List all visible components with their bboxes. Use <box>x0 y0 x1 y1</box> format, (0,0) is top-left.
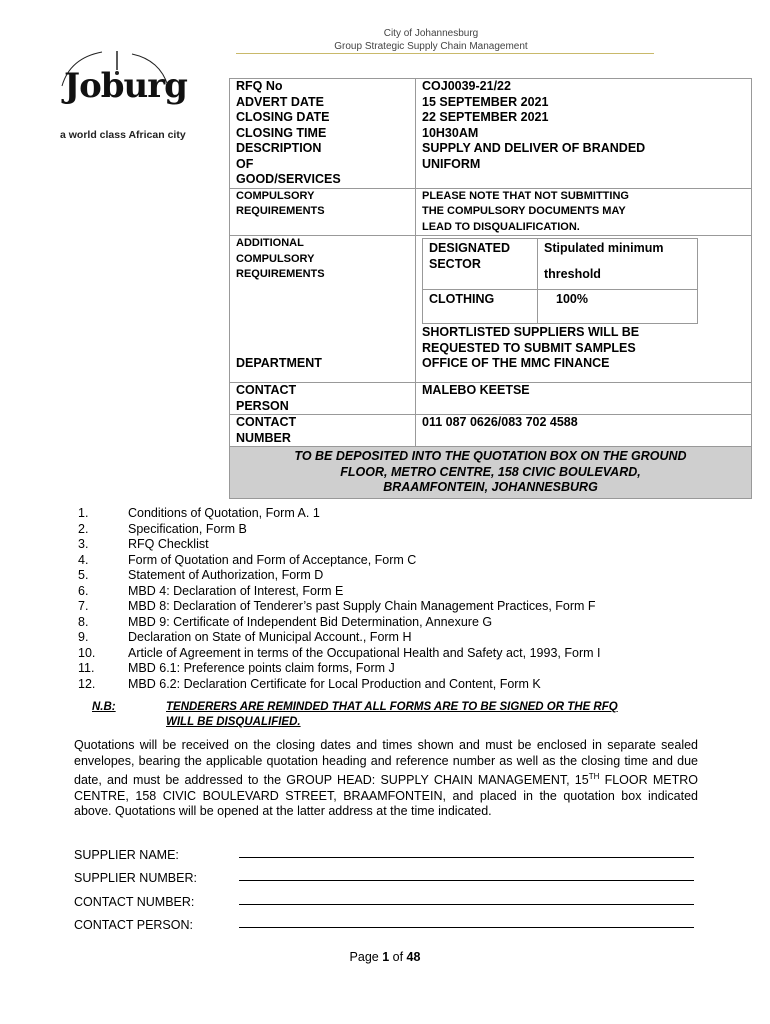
row-contact-person <box>230 383 752 415</box>
list-text: Statement of Authorization, Form D <box>128 568 324 582</box>
rfq-no-label: RFQ No <box>230 79 416 95</box>
contact-number-label-line: NUMBER <box>236 430 291 445</box>
list-number: 12. <box>78 676 96 691</box>
deposit-line: TO BE DEPOSITED INTO THE QUOTATION BOX ON THE GROUND <box>294 449 687 463</box>
contact-number-label <box>230 415 416 447</box>
supplier-name-field <box>74 838 694 862</box>
list-text: MBD 9: Certificate of Independent Bid Determination, Annexure G <box>128 614 493 629</box>
contact-person-line[interactable] <box>239 927 694 928</box>
document-list-item <box>78 677 600 693</box>
deposit-line: BRAAMFONTEIN, JOHANNESBURG <box>383 480 598 494</box>
additional-label-line: REQUIREMENTS <box>236 268 325 280</box>
description-label-line: OF <box>236 156 254 171</box>
list-text: MBD 6.2: Declaration Certificate for Local Production and Content, Form K <box>128 676 541 691</box>
page-of: of <box>389 950 407 964</box>
contact-person-field <box>74 909 694 933</box>
row-closing-time <box>230 126 752 142</box>
threshold-header-line: threshold <box>544 266 601 281</box>
row-contact-number <box>230 415 752 447</box>
supplier-number-label: SUPPLIER NUMBER: <box>74 871 197 885</box>
description-line: UNIFORM <box>422 156 481 171</box>
document-list-item <box>78 522 600 538</box>
designated-sector-table <box>422 238 698 324</box>
nb-label: N.B: <box>92 701 116 713</box>
document-list-item <box>78 661 600 677</box>
list-number: 8. <box>78 614 89 629</box>
document-list-item <box>78 537 600 553</box>
document-list-item <box>78 506 600 522</box>
shortlist-note <box>422 325 745 356</box>
required-documents-list <box>78 506 600 692</box>
logo-wordmark: Joburg <box>64 66 187 106</box>
designated-header-line: DESIGNATED <box>429 241 511 255</box>
designated-sector-header <box>423 239 538 290</box>
document-list-item <box>78 584 600 600</box>
description-value <box>416 141 752 188</box>
row-compulsory <box>230 188 752 236</box>
contact-number-value: 011 087 0626/083 702 4588 <box>416 415 752 447</box>
contact-number-line[interactable] <box>239 904 694 905</box>
deposit-instructions <box>230 447 752 499</box>
list-text: MBD 6.1: Preference points claim forms, Form J <box>128 661 395 675</box>
description-label-line: DESCRIPTION <box>236 141 322 155</box>
deposit-line: FLOOR, METRO CENTRE, 158 CIVIC BOULEVARD, <box>340 464 641 479</box>
contact-person-field-label: CONTACT PERSON: <box>74 918 193 932</box>
compulsory-label-line: COMPULSORY <box>236 189 315 202</box>
list-number: 9. <box>78 630 89 644</box>
description-line: SUPPLY AND DELIVER OF BRANDED <box>422 141 646 155</box>
instructions-text: FLOOR METRO CENTRE, 158 CIVIC BOULEVARD STREET, BRAAMFONTEIN, and placed in the quotation box indicated above. Quotations will be opened at the latter address at the time indicated. <box>74 773 698 819</box>
shortlist-line: REQUESTED TO SUBMIT SAMPLES <box>422 340 636 355</box>
row-description <box>230 141 752 188</box>
document-list-item <box>78 646 600 662</box>
org-name: City of Johannesburg <box>383 28 479 39</box>
page-footer <box>0 950 770 964</box>
page-number: 1 <box>382 950 390 964</box>
contact-person-label-line: PERSON <box>236 398 289 413</box>
advert-date-label: ADVERT DATE <box>230 95 416 111</box>
list-number: 5. <box>78 568 89 582</box>
supplier-name-label: SUPPLIER NAME: <box>74 847 179 862</box>
designated-header-line: SECTOR <box>429 256 481 271</box>
list-text: Declaration on State of Municipal Account., Form H <box>128 630 412 644</box>
page-total: 48 <box>406 950 421 964</box>
nb-text: TENDERERS ARE REMINDED THAT ALL FORMS ARE TO BE SIGNED OR THE RFQ WILL BE DISQUALIFIED. <box>166 701 618 728</box>
advert-date-value: 15 SEPTEMBER 2021 <box>416 95 752 111</box>
description-label-line: GOOD/SERVICES <box>236 172 341 186</box>
compulsory-line: PLEASE NOTE THAT NOT SUBMITTING <box>422 189 629 202</box>
contact-number-field <box>74 885 694 909</box>
list-text: Specification, Form B <box>128 521 247 536</box>
rfq-details-table <box>229 78 752 499</box>
document-list-item <box>78 615 600 631</box>
department-label: DEPARTMENT <box>230 356 416 383</box>
list-number: 1. <box>78 506 89 520</box>
compulsory-line: LEAD TO DISQUALIFICATION. <box>422 220 580 233</box>
row-deposit <box>230 447 752 499</box>
list-text: MBD 4: Declaration of Interest, Form E <box>128 583 344 598</box>
supplier-name-line[interactable] <box>239 857 694 858</box>
document-list-item <box>78 568 600 584</box>
designated-data-row <box>423 290 698 324</box>
additional-label <box>230 236 416 357</box>
closing-date-value: 22 SEPTEMBER 2021 <box>416 110 752 126</box>
logo-tagline: a world class African city <box>60 129 186 141</box>
list-number: 7. <box>78 599 89 613</box>
contact-person-label-line: CONTACT <box>236 383 297 397</box>
list-number: 6. <box>78 583 89 598</box>
list-text: MBD 8: Declaration of Tenderer’s past Supply Chain Management Practices, Form F <box>128 599 596 613</box>
supplier-number-field <box>74 862 694 886</box>
row-closing-date <box>230 110 752 126</box>
joburg-logo <box>40 48 200 148</box>
document-list-item <box>78 599 600 615</box>
shortlist-line: SHORTLISTED SUPPLIERS WILL BE <box>422 325 640 339</box>
list-number: 3. <box>78 537 89 551</box>
document-list-item <box>78 630 600 646</box>
closing-date-label: CLOSING DATE <box>230 110 416 126</box>
compulsory-label-line: REQUIREMENTS <box>236 205 325 217</box>
sector-value: CLOTHING <box>423 290 538 324</box>
contact-person-value: MALEBO KEETSE <box>416 383 752 415</box>
instructions-text: Quotations will be received on the closing dates and times shown and must be enclosed in separate sealed envelopes, bearing the applicable quotation heading and reference number as well as the closing time and due date, and must be addressed to the GROUP HEAD: SUPPLY CHAIN MANAGEMENT, 15 <box>74 738 698 788</box>
org-department: Group Strategic Supply Chain Management <box>334 40 528 52</box>
additional-label-line: COMPULSORY <box>236 252 315 265</box>
closing-time-value: 10H30AM <box>416 126 752 142</box>
threshold-header <box>538 239 698 290</box>
designated-header-row <box>423 239 698 290</box>
row-rfq-no <box>230 79 752 95</box>
additional-label-line: ADDITIONAL <box>236 237 304 249</box>
supplier-fields <box>74 838 694 932</box>
row-department <box>230 356 752 383</box>
list-text: RFQ Checklist <box>128 537 209 551</box>
list-number: 11. <box>78 661 95 675</box>
submission-instructions <box>74 738 698 820</box>
row-advert-date <box>230 95 752 111</box>
contact-person-label <box>230 383 416 415</box>
list-number: 10. <box>78 645 96 660</box>
list-text: Article of Agreement in terms of the Occupational Health and Safety act, 1993, Form I <box>128 645 601 660</box>
list-text: Form of Quotation and Form of Acceptance, Form C <box>128 552 417 567</box>
document-list-item <box>78 553 600 569</box>
instructions-superscript: TH <box>588 772 600 781</box>
list-text: Conditions of Quotation, Form A. 1 <box>128 506 320 520</box>
supplier-number-line[interactable] <box>239 880 694 881</box>
compulsory-label <box>230 188 416 236</box>
department-value: OFFICE OF THE MMC FINANCE <box>416 356 752 383</box>
rfq-no-value: COJ0039-21/22 <box>416 79 752 95</box>
description-label <box>230 141 416 188</box>
contact-number-field-label: CONTACT NUMBER: <box>74 894 195 909</box>
closing-time-label: CLOSING TIME <box>230 126 416 142</box>
header-rule <box>236 53 654 54</box>
threshold-header-line: Stipulated minimum <box>544 241 664 255</box>
threshold-value: 100% <box>538 290 698 324</box>
page-word: Page <box>349 950 383 964</box>
row-additional <box>230 236 752 357</box>
list-number: 2. <box>78 521 89 536</box>
list-number: 4. <box>78 552 89 567</box>
contact-number-label-line: CONTACT <box>236 415 297 429</box>
additional-value <box>416 236 752 357</box>
compulsory-value <box>416 188 752 236</box>
compulsory-line: THE COMPULSORY DOCUMENTS MAY <box>422 205 626 217</box>
